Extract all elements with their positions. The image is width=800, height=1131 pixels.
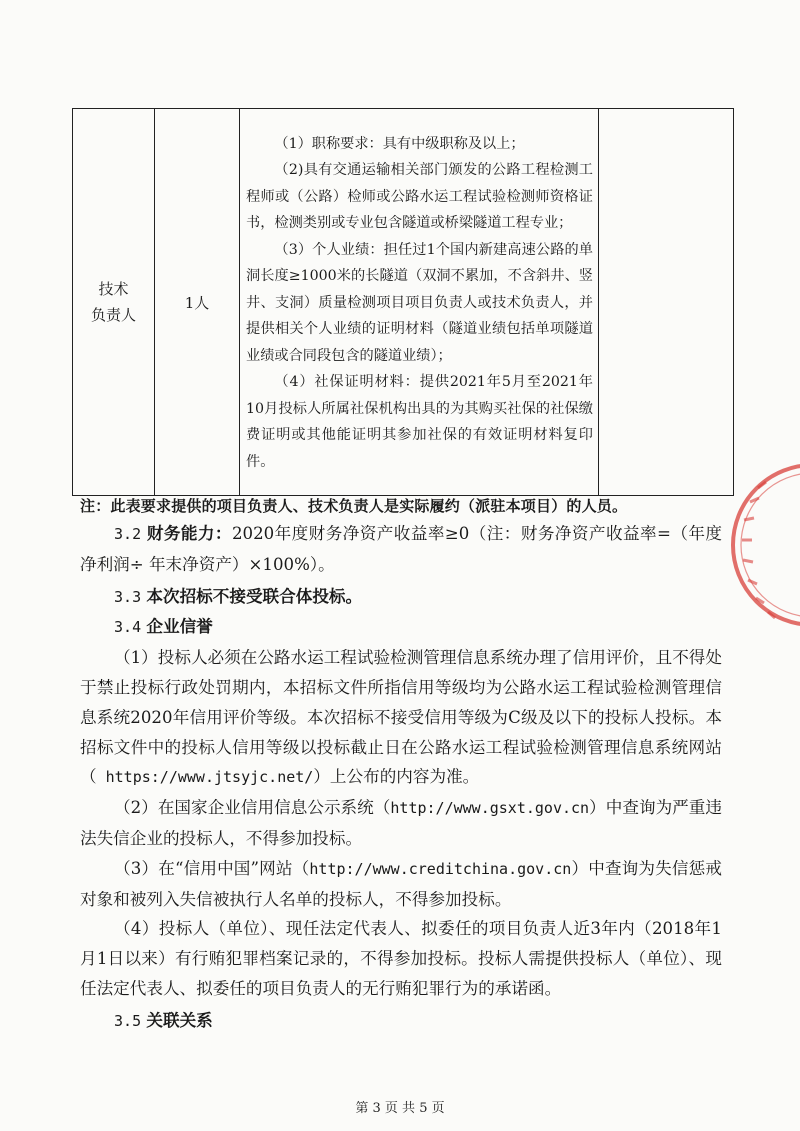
url-link-creditchina[interactable]: http://www.creditchina.gov.cn — [309, 859, 572, 878]
seal-inner-ring — [741, 473, 800, 617]
role-line-2: 负责人 — [90, 306, 136, 324]
paragraph-bribery-record: （4）投标人（单位）、现任法定代表人、拟委任的项目负责人近3年内（2018年1月1日以来）有行贿犯罪档案记录的，不得参加投标。投标人需提供投标人（单位）、现任法定代表人、拟委任的项目负责人的无行贿犯罪行为的承诺函。 — [80, 919, 722, 998]
seal-rim-strokes — [742, 482, 775, 618]
role-line-1: 技术 — [98, 280, 129, 298]
section-3-3 — [80, 582, 722, 613]
personnel-requirement-table — [72, 108, 734, 496]
requirement-item: （2)具有交通运输相关部门颁发的公路工程检测工程师或（公路）检师或公路水运工程试验检测师资格证书，检测类别或专业包含隧道或桥梁隧道工程专业； — [246, 162, 593, 232]
seal-outer-ring — [733, 465, 800, 625]
section-number: 3.4 — [114, 618, 142, 637]
section-number: 3.2 — [114, 525, 142, 543]
requirement-item: （3）个人业绩：担任过1个国内新建高速公路的单洞长度≥1000米的长隧道（双洞不累加，不含斜井、竖井、支洞）质量检测项目项目负责人或技术负责人，并提供相关个人业绩的证明材料（隧道业绩包括单项隧道业绩或合同段包含的隧道业绩）； — [246, 241, 593, 364]
section-3-4-heading — [80, 612, 722, 643]
blank-cell — [599, 109, 734, 496]
section-title: 企业信誉 — [146, 616, 213, 637]
section-3-2 — [80, 519, 722, 580]
paragraph-text: ）上公布的内容为准。 — [313, 767, 480, 787]
section-number: 3.3 — [114, 587, 142, 606]
paragraph-text: ）中查询为失信惩戒对象和被列入失信被执行人名单的投标人，不得参加投标。 — [80, 858, 722, 909]
paragraph-credit-evaluation — [80, 643, 722, 793]
document-body — [80, 519, 722, 1037]
url-link-jtsyjc[interactable]: https://www.jtsyjc.net/ — [96, 768, 314, 787]
table-row — [73, 109, 734, 496]
url-link-gsxt[interactable]: http://www.gsxt.gov.cn — [390, 799, 590, 818]
paragraph-text: （1）投标人必须在公路水运工程试验检测管理信息系统办理了信用评价，且不得处于禁止投标行政处罚期内，本招标文件所指信用等级均为公路水运工程试验检测管理信息系统2020年信用评价等级。本次招标不接受信用等级为C级及以下的投标人投标。本招标文件中的投标人信用等级以投标截止日在公路水运工程试验检测管理信息系统网站（ — [80, 648, 722, 787]
page-footer: 第 3 页 共 5 页 — [355, 1101, 445, 1116]
section-3-5 — [80, 1006, 722, 1037]
count-cell: 1人 — [155, 109, 240, 496]
paragraph-text: （3）在“信用中国”网站（ — [114, 858, 310, 878]
paragraph-gsxt — [80, 793, 722, 854]
table-note: 注：此表要求提供的项目负责人、技术负责人是实际履约（派驻本项目）的人员。 — [80, 497, 628, 515]
role-cell — [73, 109, 155, 496]
section-title: 关联关系 — [146, 1009, 213, 1030]
section-title: 财务能力： — [146, 523, 232, 543]
requirement-item: （1）职称要求：具有中级职称及以上； — [274, 135, 525, 152]
paragraph-creditchina — [80, 854, 722, 915]
requirements-cell — [240, 109, 599, 496]
section-number: 3.5 — [114, 1011, 142, 1030]
section-title: 本次招标不接受联合体投标。 — [146, 585, 363, 606]
paragraph-text: （2）在国家企业信用信息公示系统（ — [114, 798, 391, 818]
paragraph-text: ）中查询为严重违法失信企业的投标人，不得参加投标。 — [80, 798, 722, 848]
section-text: 2020年度财务净资产收益率≥0（注：财务净资产收益率=（年度净利润÷ 年末净资产）×100%）。 — [80, 524, 723, 574]
requirement-item: （4）社保证明材料：提供2021年5月至2021年10月投标人所属社保机构出具的为其购买社保的社保缴费证明或其他能证明其参加社保的有效证明材料复印件。 — [246, 374, 593, 470]
